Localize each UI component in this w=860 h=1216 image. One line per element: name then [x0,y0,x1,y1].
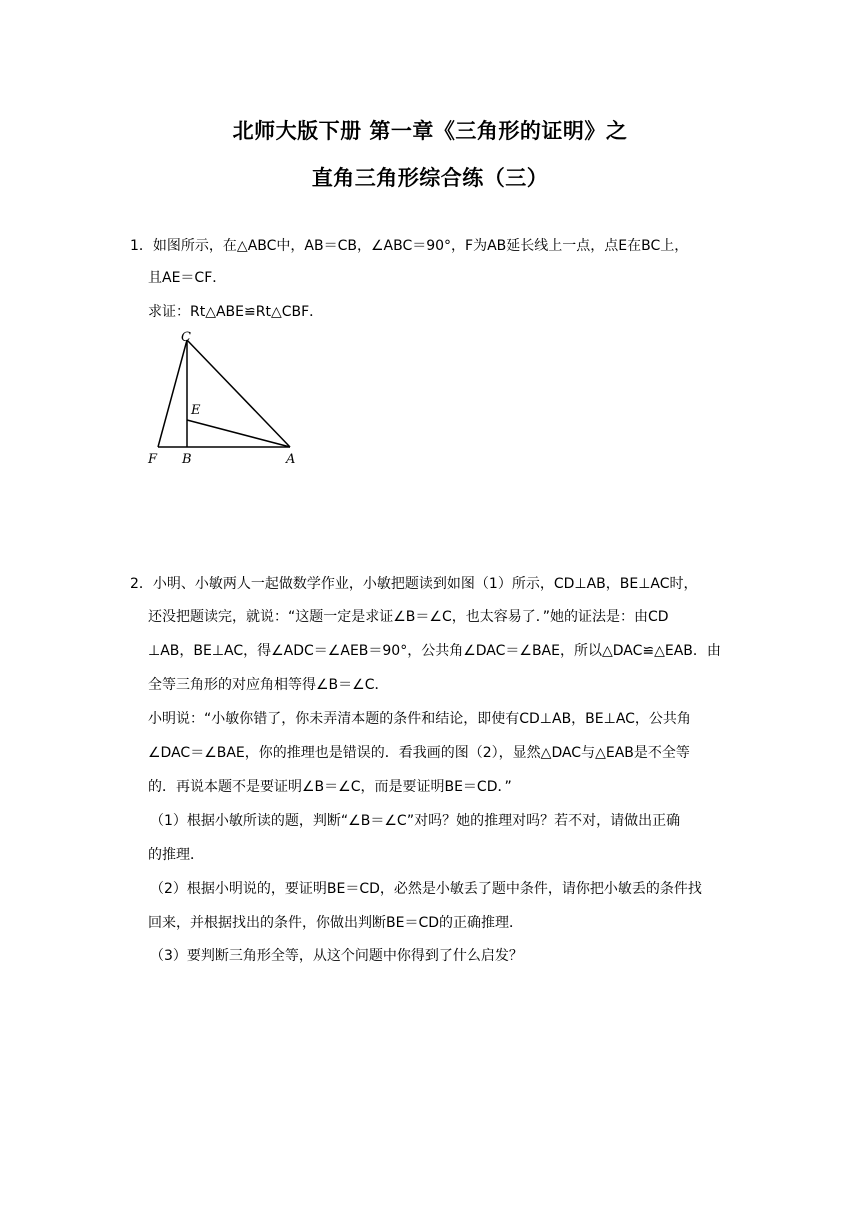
edge-ea [187,420,290,447]
q1-line-2: 且AE＝CF． [148,270,227,286]
q1-number: 1． [130,238,153,254]
label-f: F [148,452,158,467]
q2-part2-b: 回来，并根据找出的条件，你做出判断BE＝CD的正确推理． [148,915,524,931]
edge-cf [158,340,187,447]
q2-line-6: ∠DAC＝∠BAE，你的推理也是错误的．看我画的图（2），显然△DAC与△EAB是不全等 [148,745,690,761]
title-line-2: 直角三角形综合练（三） [311,166,549,190]
q2-line-5: 小明说：“小敏你错了，你未弄清本题的条件和结论，即使有CD⊥AB，BE⊥AC，公共角 [148,711,691,727]
q2-line-2: 还没把题读完，就说：“这题一定是求证∠B＝∠C，也太容易了．”她的证法是：由CD [148,609,669,625]
q2-line-3: ⊥AB，BE⊥AC，得∠ADC＝∠AEB＝90°，公共角∠DAC＝∠BAE，所以△DAC≌△EAB．由 [148,643,721,659]
label-b: B [182,452,192,467]
q2-part1-a: （1）根据小敏所读的题，判断“∠B＝∠C”对吗？她的推理对吗？若不对，请做出正确 [150,813,681,829]
label-a: A [286,452,296,467]
title-line-1: 北师大版下册 第一章《三角形的证明》之 [232,119,628,143]
q2-part1-b: 的推理． [148,847,204,863]
q1-line-3: 求证：Rt△ABE≌Rt△CBF． [148,304,324,320]
q1-text-1: 如图所示，在△ABC中，AB＝CB，∠ABC＝90°，F为AB延长线上一点，点E在BC上， [152,238,689,254]
label-c: C [181,330,191,345]
label-e: E [191,403,201,418]
q1-line-1 [130,236,688,256]
edge-ca [187,340,290,447]
q2-text-1: 小明、小敏两人一起做数学作业，小敏把题读到如图（1）所示，CD⊥AB，BE⊥AC时， [152,576,698,592]
q1-figure [140,325,320,470]
q2-part3: （3）要判断三角形全等，从这个问题中你得到了什么启发？ [150,948,523,964]
q2-line-1 [130,574,698,594]
q2-number: 2． [130,576,153,592]
q2-line-4: 全等三角形的对应角相等得∠B＝∠C． [148,677,389,693]
q2-part2-a: （2）根据小明说的，要证明BE＝CD，必然是小敏丢了题中条件，请你把小敏丢的条件找 [150,881,702,897]
q2-line-7: 的．再说本题不是要证明∠B＝∠C，而是要证明BE＝CD．” [148,779,512,795]
